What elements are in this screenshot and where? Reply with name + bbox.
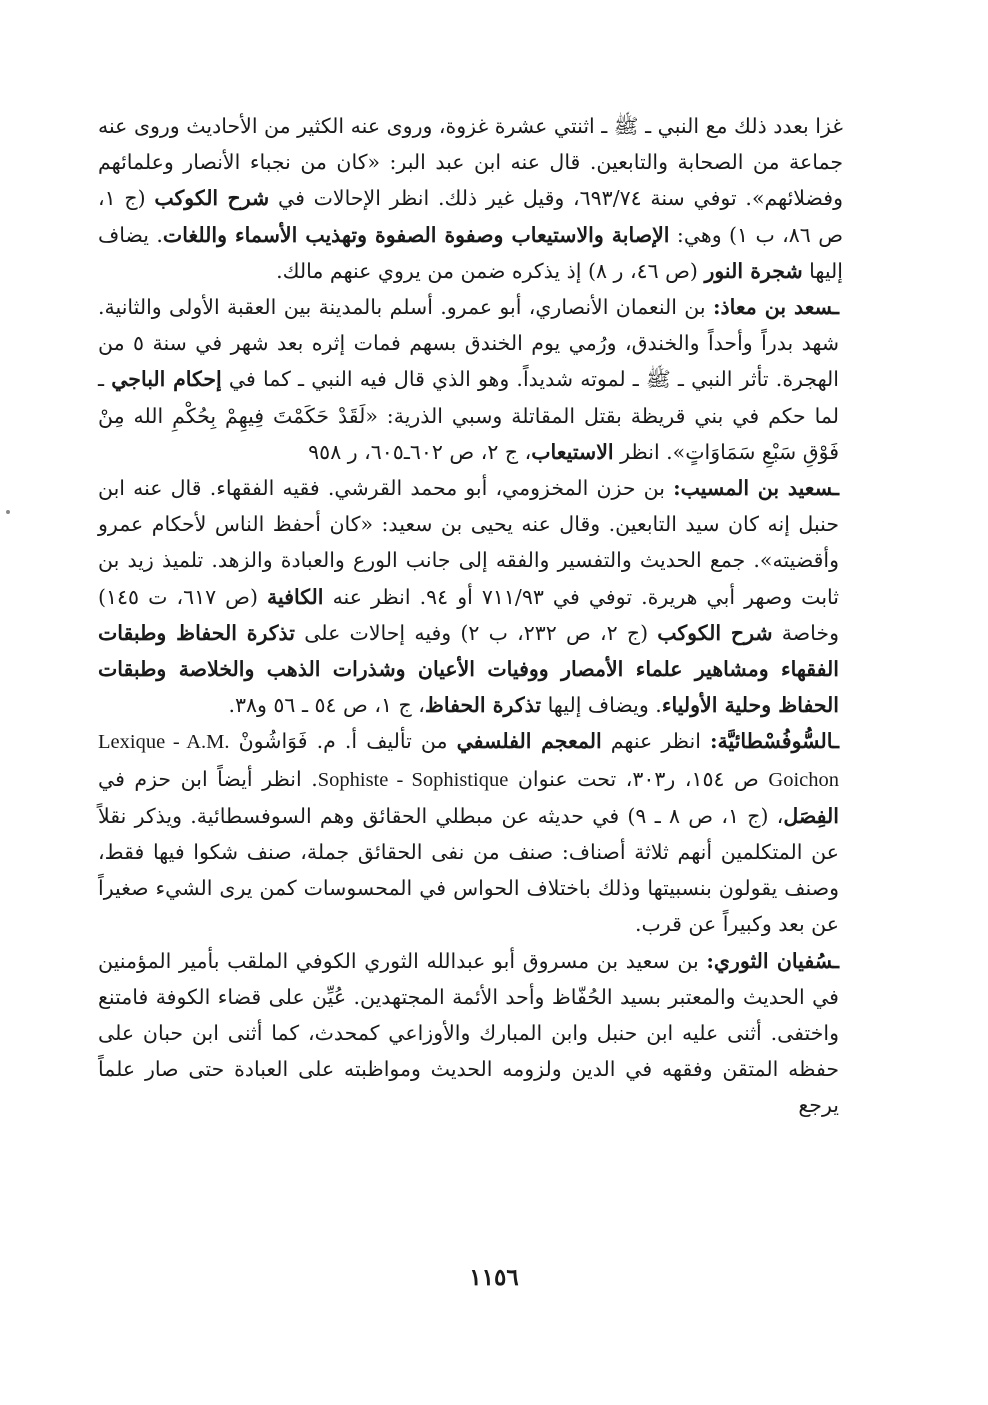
entry-text: انظر عنهم	[601, 729, 710, 754]
entry-dash: ـ	[832, 295, 839, 320]
reference-title: الكافية	[267, 584, 324, 609]
page-number: ١١٥٦	[469, 1264, 519, 1291]
continuation-text-4: (ص ٤٦، ر ٨) إذ يذكره ضمن من يروي عنهم مالك.	[276, 258, 705, 283]
entry-dash: ـ	[833, 948, 840, 973]
continuation-text-3: . يضاف إليها	[98, 222, 843, 283]
entry-headword: سُفيان الثوري:	[706, 948, 833, 973]
entry-text: ص ١٥٤، ر٣٠٣، تحت عنوان	[508, 766, 769, 791]
reference-title: شرح الكوكب	[657, 620, 773, 645]
reference-title: تذكرة الحفاظ وطبقات الفقهاء ومشاهير علماء الأمصار ووفيات الأعيان وشذرات الذهب والخلاصة وطبقات الحفاظ وحلية الأولياء	[98, 620, 839, 718]
entry-text: . انظر أيضاً ابن حزم في	[98, 766, 318, 791]
page-body	[98, 108, 843, 1124]
entry-text: ، ج ١، ص ٥٤ ـ ٥٦ و٣٨.	[228, 693, 425, 718]
entry-text: (ص ٦١٧، ت ١٤٥) وخاصة	[98, 584, 839, 645]
latin-term: Lexique - A.M. Goichon	[98, 731, 839, 791]
entry-headword: سعيد بن المسيب:	[673, 476, 833, 501]
glossary-entry	[98, 723, 843, 942]
reference-title: المعجم الفلسفي	[456, 729, 602, 754]
entry-text: . ويضاف إليها	[541, 693, 662, 718]
reference-title: شرح الكوكب	[154, 186, 270, 211]
reference-title: الاستيعاب	[531, 439, 614, 464]
entry-text: بن حزن المخزومي، أبو محمد القرشي. فقيه الفقهاء. قال عنه ابن حنبل إنه كان سيد التابعين. وقال عنه يحيى بن سعيد: «كان أحفظ الناس لأحكام عمرو وأقضيته». جمع الحديث والتفسير والفقه إلى جانب الورع والعبادة والزهد. تلميذ زيد بن ثابت وصهر أبي هريرة. توفي في ٧١١/٩٣ أو ٩٤. انظر عنه	[98, 476, 839, 609]
entry-text: ـ لما حكم في بني قريظة بقتل المقاتلة وسبي الذرية: «لَقَدْ حَكَمْتَ فِيهِمْ بِحُكْمِ الله مِنْ فَوْقِ سَبْعِ سَمَاوَاتٍ». انظر	[98, 367, 839, 464]
glossary-entry	[98, 289, 843, 470]
glossary-entry	[98, 943, 843, 1124]
entry-headword: السُّوفُسْطائيَّة:	[709, 729, 833, 754]
continuation-paragraph	[98, 108, 843, 289]
reference-title: الفِصَل	[783, 803, 839, 828]
entry-text: ، (ج ١، ص ٨ ـ ٩) في حديثه عن مبطلي الحقائق وهم السوفسطائية. ويذكر نقلاً عن المتكلمين أنهم ثلاثة أصناف: صنف من نفى الحقائق جملة، صنف شكوا فيها فقط، وصنف يقولون بنسبيتها وذلك باختلاف الحواس في المحسوسات كمن يرى الشيء صغيراً عن بعد وكبيراً عن قرب.	[98, 803, 839, 937]
entry-headword: سعد بن معاذ:	[712, 295, 833, 320]
reference-title: الإصابة والاستيعاب وصفوة الصفوة وتهذيب الأسماء واللغات	[162, 222, 670, 247]
glossary-entries	[98, 289, 843, 1124]
entry-text: بن النعمان الأنصاري، أبو عمرو. أسلم بالمدينة بين العقبة الأولى والثانية. شهد بدراً وأحداً والخندق، ورُمي يوم الخندق بسهم فمات إثره بعد شهر في سنة ٥ من الهجرة. تأثر النبي ـ ﷺ ـ لموته شديداً. وهو الذي قال فيه النبي ـ كما في	[98, 295, 840, 392]
glossary-entry	[98, 470, 843, 723]
scan-speck	[6, 510, 10, 514]
entry-text: بن سعيد بن مسروق أبو عبدالله الثوري الكوفي الملقب بأمير المؤمنين في الحديث والمعتبر بسيد الحُفّاظ وأحد الأئمة المجتهدين. عُيِّن على قضاء الكوفة فامتنع واختفى. أثنى عليه ابن حنبل وابن المبارك والأوزاعي كمحدث، كما أثنى ابن حبان على حفظه المتقن وفقهه في الدين ولزومه الحديث ومواظبته على العبادة حتى صار علماً يرجع	[98, 948, 839, 1118]
entry-text: من تأليف أ. م. فَوَاشُونْ	[229, 729, 457, 754]
continuation-text-2: (ج ١، ص ٨٦، ب ١) وهي:	[98, 186, 844, 247]
reference-title: إحكام الباجي	[111, 367, 222, 392]
reference-title: شجرة النور	[704, 258, 803, 283]
entry-text: ، ج ٢، ص ٦٠٢ـ٦٠٥، ر ٩٥٨	[308, 439, 532, 464]
entry-dash: ـ	[832, 476, 839, 501]
latin-term: Sophiste - Sophistique	[317, 768, 509, 791]
continuation-text-1: غزا بعدد ذلك مع النبي ـ ﷺ ـ اثنتي عشرة غزوة، وروى عنه الكثير من الأحاديث وروى عنه جماعة من الصحابة والتابعين. قال عنه ابن عبد البر: «كان من نجباء الأنصار وعلمائهم وفضلائهم». توفي سنة ٦٩٣/٧٤، وقيل غير ذلك. انظر الإحالات في	[98, 114, 843, 211]
entry-text: (ج ٢، ص ٢٣٢، ب ٢) وفيه إحالات على	[295, 620, 658, 645]
entry-dash: ـ	[832, 729, 839, 754]
reference-title: تذكرة الحفاظ	[424, 693, 542, 718]
